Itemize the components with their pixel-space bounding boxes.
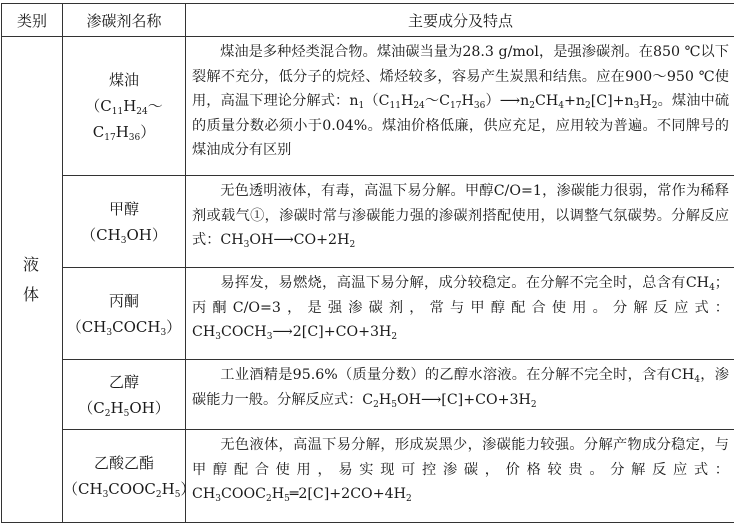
carburizing-agents-table xyxy=(1,3,734,523)
agent-description: 无色液体，高温下易分解，形成炭黑少，渗碳能力较强。分解产物成分稳定，与甲醇配合使用，易实现可控渗碳，价格较贵。分解反应式：$CH_3COOC_2H_5═2[C]+2CO+4H_2$ xyxy=(186,430,734,523)
agent-description: 煤油是多种烃类混合物。煤油碳当量为28.3 g/mol，是强渗碳剂。在850 ℃以下裂解不充分，低分子的烷烃、烯烃较多，容易产生炭黑和结焦。应在900～950 ℃使用，高温下理论分解式：$n_1(C_{11}H_{24}\sim C_{17}H_{36})⟶n_2CH_4+n_2[C]+n_3H_2$。煤油中硫的质量分数必须小于0.04%。煤油价格低廉，供应充足，应用较为普遍。不同牌号的煤油成分有区别 xyxy=(186,37,734,176)
table-row xyxy=(2,430,734,523)
agent-description: 易挥发，易燃烧，高温下易分解，成分较稳定。在分解不完全时，总含有$CH_4$；丙酮C/O=3，是强渗碳剂，常与甲醇配合使用。分解反应式：$CH_3COCH_3⟶2[C]+CO+3H_2$ xyxy=(186,268,734,360)
agent-name-cell xyxy=(63,176,186,268)
table-row xyxy=(2,268,734,360)
agent-name: 乙酸乙酯 xyxy=(63,450,185,476)
agent-name: 乙醇 xyxy=(63,369,185,395)
header-description: 主要成分及特点 xyxy=(186,4,734,37)
category-label-1: 液 xyxy=(23,255,41,274)
agent-name-cell xyxy=(63,37,186,176)
agent-formula: $(C_2H_5OH)$ xyxy=(63,395,185,421)
agent-name: 煤油 xyxy=(63,67,185,93)
category-label-2: 体 xyxy=(23,285,41,304)
agent-name-cell xyxy=(63,430,186,523)
agent-formula: $(CH_3OH)$ xyxy=(63,222,185,248)
agent-name: 甲醇 xyxy=(63,196,185,222)
header-agent-name: 渗碳剂名称 xyxy=(63,4,186,37)
agent-formula: $(C_{11}H_{24}\sim C_{17}H_{36})$ xyxy=(63,93,185,145)
agent-formula: $(CH_3COOC_2H_5)$ xyxy=(63,476,185,502)
agent-name-cell xyxy=(63,360,186,430)
agent-name-cell xyxy=(63,268,186,360)
table-row xyxy=(2,360,734,430)
header-row xyxy=(2,4,734,37)
agent-name: 丙酮 xyxy=(63,288,185,314)
agent-description: 无色透明液体，有毒，高温下易分解。甲醇C/O=1，渗碳能力很弱，常作为稀释剂或载气①，渗碳时常与渗碳能力强的渗碳剂搭配使用，以调整气氛碳势。分解反应式：$CH_3OH⟶CO+2H_2$ xyxy=(186,176,734,268)
header-category: 类别 xyxy=(2,4,63,37)
table-row xyxy=(2,37,734,176)
agent-description: 工业酒精是95.6%（质量分数）的乙醇水溶液。在分解不完全时，含有$CH_4$，渗碳能力一般。分解反应式：$C_2H_5OH⟶[C]+CO+3H_2$ xyxy=(186,360,734,430)
table-row xyxy=(2,176,734,268)
agent-formula: $(CH_3COCH_3)$ xyxy=(63,314,185,340)
category-cell xyxy=(2,37,63,523)
